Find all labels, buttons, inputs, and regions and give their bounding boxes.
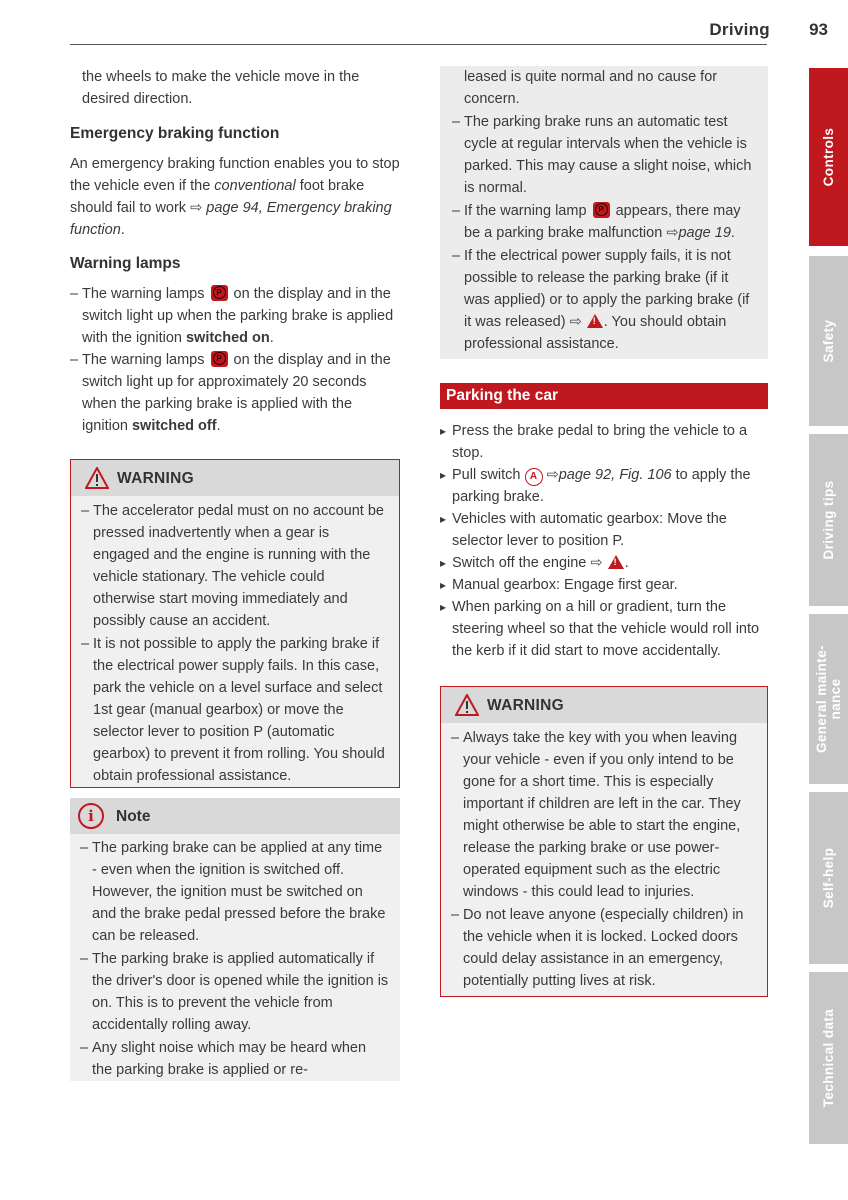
section-title: Driving <box>709 20 770 39</box>
list-item: – It is not possible to apply the parking brake if the electrical power supply fails. In this case, park the vehicle on a level surface and select 1st gear (manual gearbox) or move the selector lever to position P (automatic gearbox) to prevent it from rolling. You should obtain professional assistance. <box>81 633 389 787</box>
side-tab-technical-data[interactable]: Technical data <box>809 972 848 1144</box>
warning-box-body <box>71 496 399 787</box>
page-number: 93 <box>809 20 828 39</box>
warning-triangle-icon <box>455 694 479 716</box>
note-continuation-box <box>440 66 768 359</box>
parking-brake-lamp-icon <box>211 285 228 301</box>
cross-reference-link[interactable]: page 94, Emergency braking function <box>70 200 392 238</box>
note-box-body <box>70 834 400 1081</box>
parking-brake-lamp-icon <box>593 202 610 218</box>
side-tab-self-help[interactable]: Self-help <box>809 792 848 964</box>
list-item: – Any slight noise which may be heard when the parking brake is applied or re- <box>80 1037 390 1081</box>
list-item: ▸ Pull switch A ⇨page 92, Fig. 106 to apply the parking brake. <box>440 464 768 508</box>
note-title: Note <box>116 808 151 825</box>
list-item: ▸ Press the brake pedal to bring the vehicle to a stop. <box>440 420 768 464</box>
warning-box-header <box>441 687 767 723</box>
parking-brake-lamp-icon <box>211 351 228 367</box>
left-column <box>70 66 400 1081</box>
warning-box-body <box>441 723 767 996</box>
info-icon: i <box>78 803 104 829</box>
list-item: ▸ When parking on a hill or gradient, turn the steering wheel so that the vehicle would roll into the kerb if it did start to move accidentally. <box>440 596 768 662</box>
warning-triangle-icon <box>85 467 109 489</box>
intro-text: the wheels to make the vehicle move in the desired direction. <box>82 69 360 107</box>
cross-reference-link[interactable]: page 19 <box>678 225 731 241</box>
list-item: – The parking brake runs an automatic test cycle at regular intervals when the vehicle is parked. This may cause a slight noise, which is normal. <box>452 111 756 199</box>
warning-triangle-icon <box>587 314 603 328</box>
arrow-icon: ⇨ <box>590 555 603 571</box>
side-tab-safety[interactable]: Safety <box>809 256 848 426</box>
right-column <box>440 66 768 997</box>
warning-triangle-icon <box>608 555 624 569</box>
switch-a-callout-icon: A <box>525 468 543 486</box>
arrow-icon: ⇨ <box>666 225 679 241</box>
list-item: – The accelerator pedal must on no account be pressed inadvertently when a gear is engaged and the engine is running with the vehicle stationary. The vehicle could otherwise start moving immediately and possibly cause an accident. <box>81 500 389 632</box>
parking-steps <box>440 420 768 662</box>
note-box-header <box>70 798 400 834</box>
side-tab-general-maintenance[interactable]: General mainte- nance <box>809 614 848 784</box>
warning-lamps-heading: Warning lamps <box>70 255 181 272</box>
header-rule <box>70 44 767 45</box>
warning-title: WARNING <box>117 470 195 487</box>
list-item: – The warning lamps P on the display and in the switch light up when the parking brake is applied with the ignition switched on. <box>70 283 400 349</box>
list-item: – If the electrical power supply fails, it is not possible to release the parking brake (if it was applied) or to apply the parking brake (if it was released) ⇨ ! . You should obtain professional assistance. <box>452 245 756 355</box>
list-item: ▸ Manual gearbox: Engage first gear. <box>440 574 768 596</box>
warning-box-header <box>71 460 399 496</box>
arrow-icon: ⇨ <box>569 314 582 330</box>
side-tab-controls[interactable]: Controls <box>809 68 848 246</box>
arrow-icon: ⇨ <box>546 467 559 483</box>
continued-text: leased is quite normal and no cause for concern. <box>464 69 718 107</box>
warning-title: WARNING <box>487 697 565 714</box>
emergency-text: An emergency braking function enables you to stop the vehicle even if the conventional foot brake should fail to work ⇨ page 94, Emergency braking function. <box>70 156 400 238</box>
section-heading-bar: Parking the car <box>440 383 768 409</box>
arrow-icon: ⇨ <box>190 200 203 216</box>
emergency-heading: Emergency braking function <box>70 125 280 142</box>
list-item: ▸ Vehicles with automatic gearbox: Move the selector lever to position P. <box>440 508 768 552</box>
note-box <box>70 798 400 1081</box>
side-tab-driving-tips[interactable]: Driving tips <box>809 434 848 606</box>
list-item: – The parking brake can be applied at any time - even when the ignition is switched off. However, the ignition must be switched on and the brake pedal pressed before the brake can be released. <box>80 837 390 947</box>
warning-box <box>70 459 400 788</box>
list-item: – The parking brake is applied automatically if the driver's door is opened while the ignition is on. This is to prevent the vehicle from accidentally rolling away. <box>80 948 390 1036</box>
list-item: – Do not leave anyone (especially children) in the vehicle when it is locked. Locked doors could delay assistance in an emergency, potentially putting lives at risk. <box>451 904 757 992</box>
list-item: – Always take the key with you when leaving your vehicle - even if you only intend to be gone for a short time. This is especially important if children are left in the car. They might otherwise be able to start the engine, release the parking brake or use power-operated equipment such as the electric windows - this could lead to injuries. <box>451 727 757 903</box>
list-item: – If the warning lamp P appears, there may be a parking brake malfunction ⇨page 19. <box>452 200 756 244</box>
warning-box <box>440 686 768 997</box>
cross-reference-link[interactable]: page 92, Fig. 106 <box>558 467 672 483</box>
list-item: ▸ Switch off the engine ⇨ ! . <box>440 552 768 574</box>
list-item: – The warning lamps P on the display and in the switch light up for approximately 20 seconds when the parking brake is applied with the ignition switched off. <box>70 349 400 437</box>
